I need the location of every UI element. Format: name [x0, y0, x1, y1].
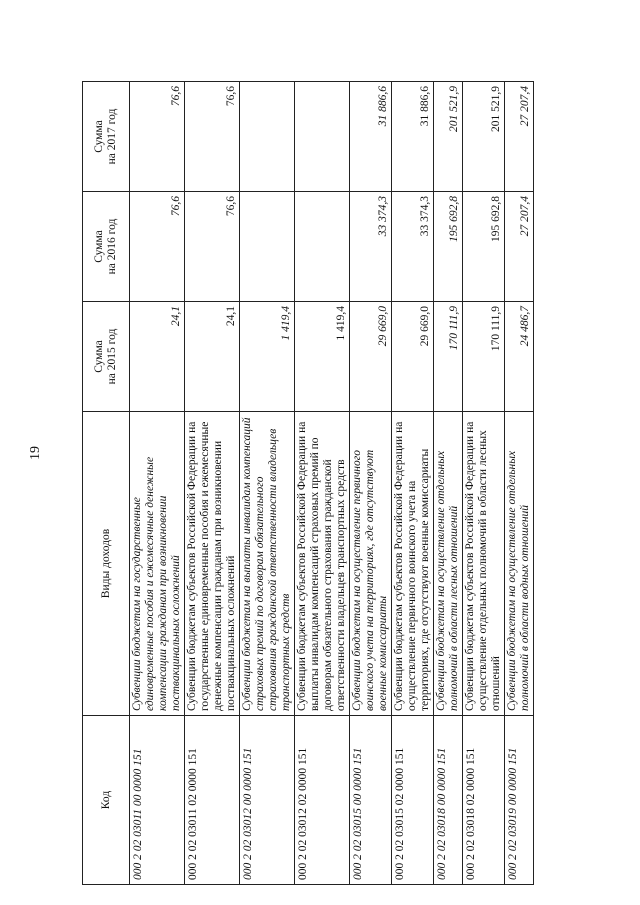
row-code-cell: 000 2 02 03018 02 0000 151 — [463, 716, 505, 885]
header-description: Виды доходов — [83, 412, 130, 716]
row-description-cell: Субвенции бюджетам субъектов Российской Федерации на осуществление первичного воинского учета на территориях, где отсутствуют военные комиссариаты — [392, 412, 434, 716]
row-code-cell: 000 2 02 03011 00 0000 151 — [130, 716, 185, 885]
table-row — [350, 82, 392, 885]
row-sum-2017-cell: 31 886,6 — [350, 82, 392, 192]
table-row — [295, 82, 350, 885]
table-row — [505, 82, 534, 885]
row-sum-2016-cell: 195 692,8 — [434, 192, 463, 302]
row-description-cell: Субвенции бюджетам субъектов Российской Федерации на выплаты инвалидам компенсаций страховых премий по договорам обязательного страхования гражданской ответственности владельцев транспортных средств — [295, 412, 350, 716]
row-sum-2017-cell — [240, 82, 295, 192]
row-code-cell: 000 2 02 03019 00 0000 151 — [505, 716, 534, 885]
row-sum-2017-cell: 31 886,6 — [392, 82, 434, 192]
row-sum-2017-cell: 27 207,4 — [505, 82, 534, 192]
header-sum-2016-line2: на 2016 год — [106, 218, 118, 275]
row-sum-2017-cell: 76,6 — [130, 82, 185, 192]
table-row — [463, 82, 505, 885]
row-description-cell: Субвенции бюджетам субъектов Российской Федерации на государственные единовременные пособия и ежемесячные денежные компенсации гражданам при возникновении поствакцинальных осложнений — [185, 412, 240, 716]
row-sum-2015-cell: 29 669,0 — [350, 302, 392, 412]
row-sum-2016-cell — [240, 192, 295, 302]
rotated-page-content — [82, 81, 564, 885]
row-sum-2017-cell: 76,6 — [185, 82, 240, 192]
table-row — [434, 82, 463, 885]
row-sum-2015-cell: 24,1 — [185, 302, 240, 412]
row-sum-2017-cell: 201 521,9 — [434, 82, 463, 192]
row-description-cell: Субвенции бюджетам на осуществление отдельных полномочий в области водных отношений — [505, 412, 534, 716]
header-sum-2015-line2: на 2015 год — [106, 328, 118, 385]
header-sum-2016-line1: Сумма — [93, 230, 105, 263]
row-sum-2016-cell: 76,6 — [185, 192, 240, 302]
row-description-cell: Субвенции бюджетам на выплаты инвалидам компенсаций страховых премий по договорам обязательного страхования гражданской ответственности владельцев транспортных средств — [240, 412, 295, 716]
header-sum-2015 — [83, 302, 130, 412]
row-sum-2017-cell — [295, 82, 350, 192]
header-sum-2015-line1: Сумма — [93, 340, 105, 373]
header-sum-2017-line1: Сумма — [93, 120, 105, 153]
row-sum-2015-cell: 24,1 — [130, 302, 185, 412]
row-code-cell: 000 2 02 03015 00 0000 151 — [350, 716, 392, 885]
row-code-cell: 000 2 02 03012 02 0000 151 — [295, 716, 350, 885]
table-header-row — [83, 82, 130, 885]
row-sum-2016-cell: 76,6 — [130, 192, 185, 302]
row-sum-2015-cell: 170 111,9 — [463, 302, 505, 412]
row-sum-2016-cell: 27 207,4 — [505, 192, 534, 302]
table-row — [392, 82, 434, 885]
header-code: Код — [83, 716, 130, 885]
row-sum-2016-cell: 33 374,3 — [350, 192, 392, 302]
header-sum-2016 — [83, 192, 130, 302]
row-code-cell: 000 2 02 03011 02 0000 151 — [185, 716, 240, 885]
row-sum-2015-cell: 1 419,4 — [295, 302, 350, 412]
row-description-cell: Субвенции бюджетам на осуществление отдельных полномочий в области лесных отношений — [434, 412, 463, 716]
row-sum-2015-cell: 1 419,4 — [240, 302, 295, 412]
page-number: 19 — [28, 446, 43, 460]
header-sum-2017-line2: на 2017 год — [106, 108, 118, 165]
row-sum-2015-cell: 24 486,7 — [505, 302, 534, 412]
table-row — [240, 82, 295, 885]
row-sum-2016-cell: 195 692,8 — [463, 192, 505, 302]
row-sum-2016-cell — [295, 192, 350, 302]
row-description-cell: Субвенции бюджетам на государственные единовременные пособия и ежемесячные денежные компенсации гражданам при возникновении поствакцинальных осложнений — [130, 412, 185, 716]
row-description-cell: Субвенции бюджетам субъектов Российской Федерации на осуществление отдельных полномочий в области лесных отношений — [463, 412, 505, 716]
row-code-cell: 000 2 02 03015 02 0000 151 — [392, 716, 434, 885]
row-description-cell: Субвенции бюджетам на осуществление первичного воинского учета на территориях, где отсутствуют военные комиссариаты — [350, 412, 392, 716]
budget-revenue-table — [82, 81, 534, 885]
header-sum-2017 — [83, 82, 130, 192]
row-sum-2015-cell: 170 111,9 — [434, 302, 463, 412]
row-code-cell: 000 2 02 03012 00 0000 151 — [240, 716, 295, 885]
row-sum-2016-cell: 33 374,3 — [392, 192, 434, 302]
table-row — [130, 82, 185, 885]
row-sum-2015-cell: 29 669,0 — [392, 302, 434, 412]
table-row — [185, 82, 240, 885]
table-body — [130, 82, 534, 885]
row-sum-2017-cell: 201 521,9 — [463, 82, 505, 192]
row-code-cell: 000 2 02 03018 00 0000 151 — [434, 716, 463, 885]
